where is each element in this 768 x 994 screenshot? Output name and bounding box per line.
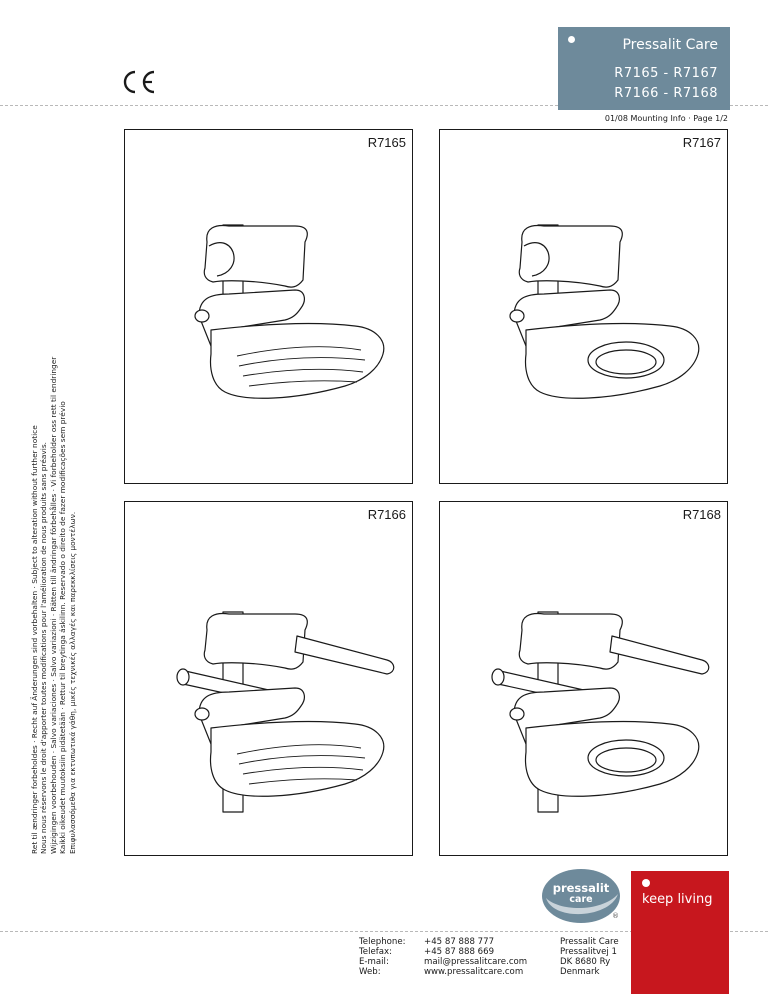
- disclaimer-line: Wijzigingen voorbehouden · Salvo variaciones · Salvo variazioni · Rätten till ändringar förbehålles · Vi forbeholder oss rett til endringer: [48, 356, 58, 854]
- document-info: 01/08 Mounting Info · Page 1/2: [604, 114, 728, 123]
- shower-seat-illustration: [125, 130, 414, 485]
- fax-value: +45 87 888 669: [424, 947, 495, 957]
- model-numbers-line-1: R7165 - R7167: [614, 66, 718, 81]
- product-label: R7168: [682, 507, 721, 522]
- product-panel-r7167: [439, 129, 728, 484]
- disclaimer-text: [30, 234, 77, 854]
- model-numbers-line-2: R7166 - R7168: [614, 86, 718, 101]
- product-label: R7167: [682, 135, 721, 150]
- product-label: R7166: [367, 507, 406, 522]
- disclaimer-line: Ret til ændringer forbeholdes · Recht auf Änderungen sind vorbehalten · Subject to alteration without further notice: [30, 425, 39, 854]
- contact-labels: [359, 937, 406, 977]
- contact-label: Telefax:: [359, 947, 393, 957]
- brand-name: Pressalit Care: [622, 37, 718, 53]
- ce-mark-icon: [118, 69, 158, 95]
- slogan-dot-icon: [642, 879, 650, 887]
- product-panel-r7168: [439, 501, 728, 856]
- logo-word-pressalit: pressalit: [552, 881, 610, 895]
- disclaimer-line: Επιφυλασσόμεθα για εκτνπωτικά γάθη, μικές τεχνικές αλλαγές και παρεκκλίσεις μοντέλων.: [67, 511, 77, 854]
- address-line: Pressalit Care: [560, 937, 619, 947]
- contact-values: [424, 937, 527, 977]
- contact-label: Web:: [359, 967, 381, 977]
- address-line: DK 8680 Ry: [560, 957, 611, 967]
- shower-seat-illustration: [125, 502, 414, 857]
- email-link[interactable]: mail@pressalitcare.com: [424, 957, 528, 967]
- web-link[interactable]: www.pressalitcare.com: [424, 967, 524, 977]
- address-line: Denmark: [560, 967, 600, 977]
- logo-text: [540, 868, 622, 924]
- product-panel-r7166: [124, 501, 413, 856]
- shower-seat-illustration: [440, 130, 729, 485]
- brand-dot-icon: [568, 36, 575, 43]
- slogan-box: [631, 871, 729, 994]
- product-panel-r7165: [124, 129, 413, 484]
- logo-word-care: care: [569, 894, 593, 905]
- slogan-text: keep living: [642, 892, 713, 907]
- product-label: R7165: [367, 135, 406, 150]
- address-line: Pressalitvej 1: [560, 947, 617, 957]
- disclaimer-line: Kaikki oikeudet muutoksiin pidätetään · Rettur til breytinga áskilinn. Reservado o direito de fazer modificações sem prévio: [58, 401, 68, 854]
- brand-header: [558, 27, 730, 110]
- contact-label: E-mail:: [359, 957, 389, 967]
- phone-value: +45 87 888 777: [424, 937, 495, 947]
- registered-mark: ®: [612, 912, 619, 920]
- disclaimer-line: Nous nous réservons le droit d'apporter toutes modifications pour l'amélioration de nous produits sans préavis.: [39, 441, 49, 854]
- contact-label: Telephone:: [359, 937, 406, 947]
- shower-seat-illustration: [440, 502, 729, 857]
- company-address: [560, 937, 619, 977]
